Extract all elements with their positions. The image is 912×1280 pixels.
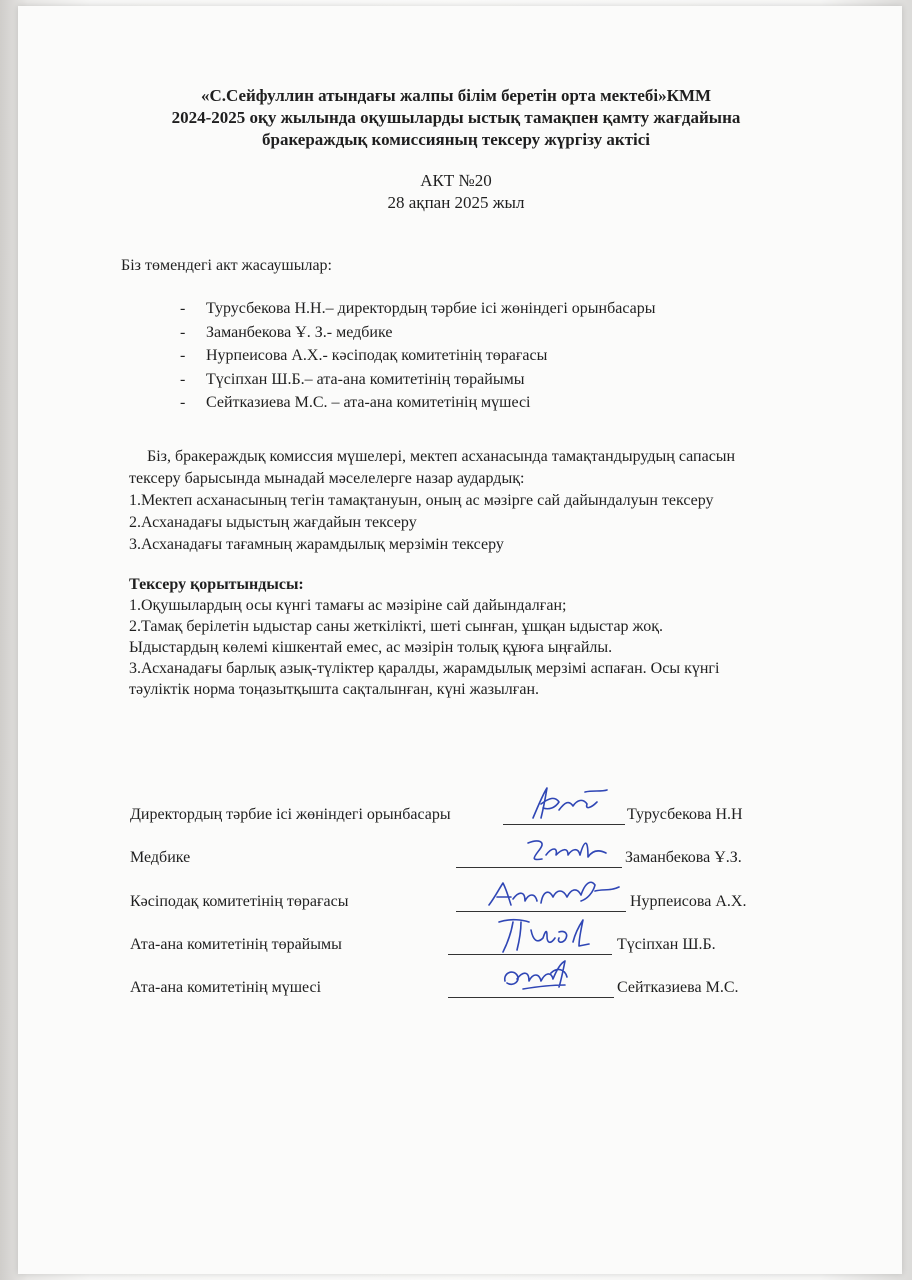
signature-role: Ата-ана комитетінің төрайымы: [130, 936, 342, 953]
handwritten-signature: [522, 835, 612, 869]
act-date: 28 ақпан 2025 жыл: [387, 193, 525, 212]
signature-role: Медбике: [130, 849, 191, 866]
document-header: [0, 85, 912, 151]
members-list: [180, 297, 655, 415]
member-item: - Сейтказиева М.С. – ата-ана комитетінің мүшесі: [180, 394, 531, 411]
inspection-scope: [129, 446, 829, 556]
act-block: [0, 170, 912, 214]
results-line: 3.Асханадағы барлық азық-түліктер қаралды, жарамдылық мерзімі аспаған. Осы күнгі: [129, 660, 720, 677]
member-item: - Түсіпхан Ш.Б.– ата-ана комитетінің төрайымы: [180, 370, 525, 388]
signature-role: Ата-ана комитетінің мүшесі: [130, 979, 322, 996]
results-title: Тексеру қорытындысы:: [129, 576, 304, 593]
results-line: тәуліктік норма тоңазытқышта сақталынған, күні жазылған.: [129, 681, 540, 698]
results-line: Ыдыстардың көлемі кішкентай емес, ас мәзірін толық құюға ыңғайлы.: [129, 639, 613, 656]
signature-row: [130, 849, 780, 875]
header-line-2: 2024-2025 оқу жылында оқушыларды ыстық тамақпен қамту жағдайына: [171, 108, 741, 127]
body-line: 1.Мектеп асханасының тегін тамақтануын, оның ас мәзірге сай дайындалуын тексеру: [129, 492, 714, 509]
intro-text: Біз төмендегі акт жасаушылар:: [121, 257, 332, 274]
member-item: - Заманбекова Ұ. З.- медбике: [180, 323, 393, 341]
handwritten-signature: [525, 784, 615, 824]
results-line: 2.Тамақ берілетін ыдыстар саны жеткілікті, шеті сынған, ұшқан ыдыстар жоқ.: [129, 618, 663, 635]
signature-row: [130, 893, 780, 919]
member-item: - Турусбекова Н.Н.– директордың тәрбие ісі жөніндегі орынбасары: [180, 300, 656, 317]
signature-name: Заманбекова Ұ.З.: [625, 849, 742, 866]
body-line: 3.Асханадағы тағамның жарамдылық мерзімін тексеру: [129, 536, 504, 553]
signature-row: [130, 979, 780, 1005]
act-number: АКТ №20: [420, 171, 492, 190]
body-line: тексеру барысында мынадай мәселелерге назар аудардық:: [129, 470, 525, 487]
results-line: 1.Оқушылардың осы күнгі тамағы ас мәзіріне сай дайындалған;: [129, 597, 567, 614]
signature-name: Турусбекова Н.Н: [627, 806, 743, 823]
signature-role: Директордың тәрбие ісі жөніндегі орынбасары: [130, 806, 451, 823]
member-item: - Нурпеисова А.Х.- кәсіподақ комитетінің төрағасы: [180, 347, 548, 364]
handwritten-signature: [495, 959, 585, 999]
signature-role: Кәсіподақ комитетінің төрағасы: [130, 893, 349, 910]
signature-row: [130, 936, 780, 962]
header-line-1: «С.Сейфуллин атындағы жалпы білім беретін орта мектебі»КММ: [200, 86, 712, 105]
body-line: 2.Асханадағы ыдыстың жағдайын тексеру: [129, 514, 417, 531]
signature-name: Сейтказиева М.С.: [617, 979, 739, 996]
handwritten-signature: [485, 875, 625, 915]
signature-name: Нурпеисова А.Х.: [630, 893, 747, 910]
handwritten-signature: [485, 914, 595, 958]
inspection-results: [129, 574, 829, 700]
body-line: Біз, бракераждық комиссия мүшелері, мектеп асханасында тамақтандырудың сапасын: [147, 448, 736, 465]
header-line-3: бракераждық комиссияның тексеру жүргізу актісі: [261, 130, 651, 149]
signature-row: [130, 806, 780, 832]
signature-name: Түсіпхан Ш.Б.: [617, 936, 716, 953]
